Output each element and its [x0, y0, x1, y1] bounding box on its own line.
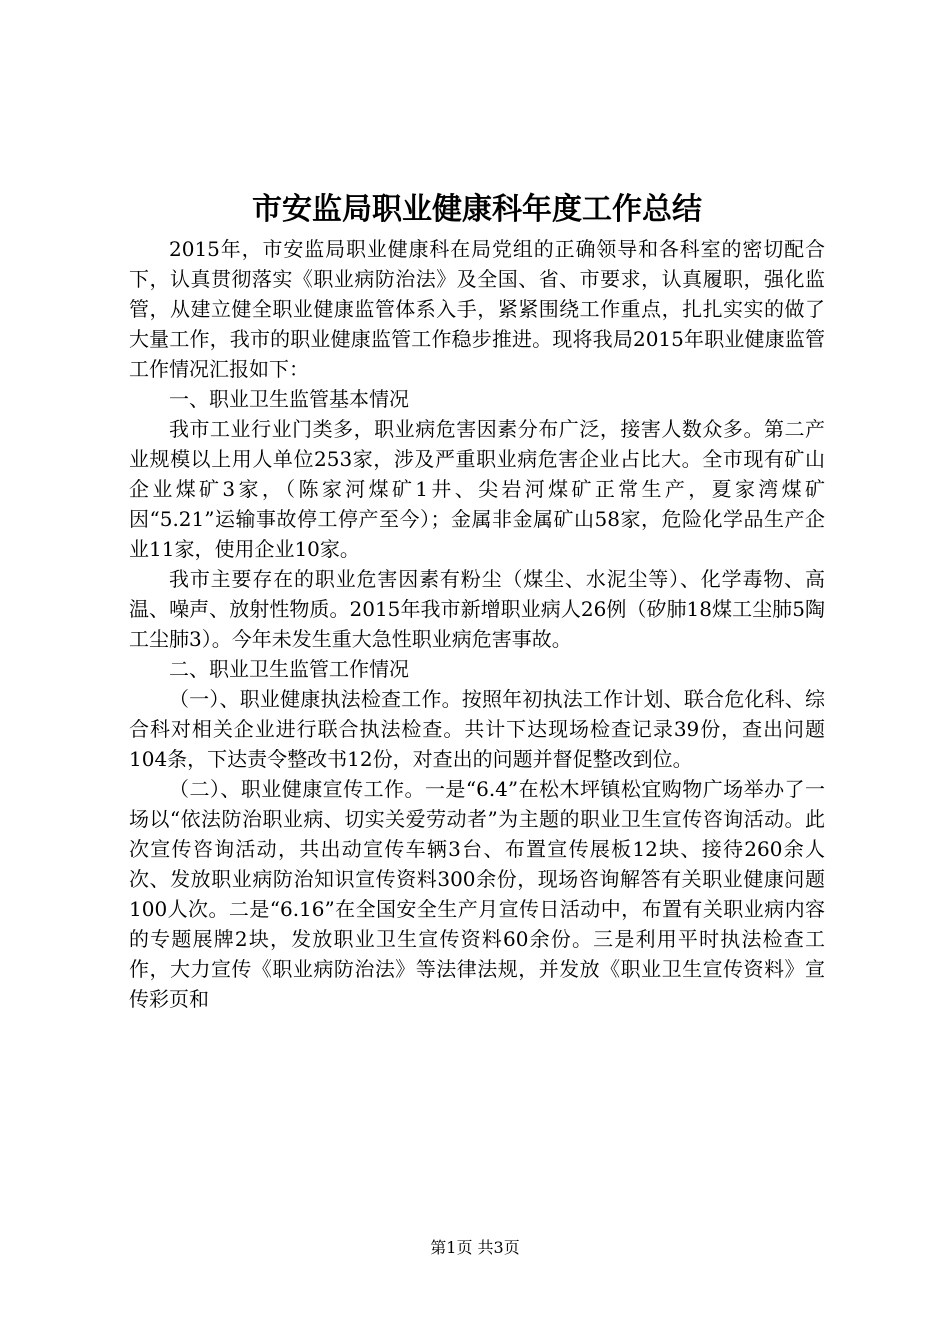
document-body [129, 234, 825, 1014]
paragraph-hazards: 我市主要存在的职业危害因素有粉尘（煤尘、水泥尘等）、化学毒物、高温、噪声、放射性物质。2015年我市新增职业病人26例（矽肺18煤工尘肺5陶工尘肺3）。今年未发生重大急性职业病危害事故。 [129, 567, 825, 651]
document-title: 市安监局职业健康科年度工作总结 [252, 192, 702, 227]
paragraph-industry: 我市工业行业门类多，职业病危害因素分布广泛，接害人数众多。第二产业规模以上用人单位253家，涉及严重职业病危害企业占比大。全市现有矿山企业煤矿3家，（陈家河煤矿1井、尖岩河煤矿正常生产，夏家湾煤矿因“5.21”运输事故停工停产至今）；金属非金属矿山58家，危险化学品生产企业11家，使用企业10家。 [129, 417, 825, 561]
paragraph-intro: 2015年，市安监局职业健康科在局党组的正确领导和各科室的密切配合下，认真贯彻落实《职业病防治法》及全国、省、市要求，认真履职，强化监管，从建立健全职业健康监管体系入手，紧紧围绕工作重点，扎扎实实的做了大量工作，我市的职业健康监管工作稳步推进。现将我局2015年职业健康监管工作情况汇报如下： [129, 237, 825, 381]
paragraph-inspection: （一）、职业健康执法检查工作。按照年初执法工作计划、联合危化科、综合科对相关企业进行联合执法检查。共计下达现场检查记录39份，查出问题104条，下达责令整改书12份，对查出的问题并督促整改到位。 [129, 687, 825, 771]
document-content [129, 186, 825, 1014]
page-number-footer: 第1页 共3页 [430, 1238, 520, 1257]
section-heading-2: 二、职业卫生监管工作情况 [169, 657, 409, 681]
section-heading-1: 一、职业卫生监管基本情况 [169, 387, 409, 411]
paragraph-publicity: （二）、职业健康宣传工作。一是“6.4”在松木坪镇松宜购物广场举办了一场以“依法防治职业病、切实关爱劳动者”为主题的职业卫生宣传咨询活动。此次宣传咨询活动，共出动宣传车辆3台、布置宣传展板12块、接待260余人次、发放职业病防治知识宣传资料300余份，现场咨询解答有关职业健康问题100人次。二是“6.16”在全国安全生产月宣传日活动中，布置有关职业病内容的专题展牌2块，发放职业卫生宣传资料60余份。三是利用平时执法检查工作，大力宣传《职业病防治法》等法律法规，并发放《职业卫生宣传资料》宣传彩页和 [129, 777, 825, 1011]
